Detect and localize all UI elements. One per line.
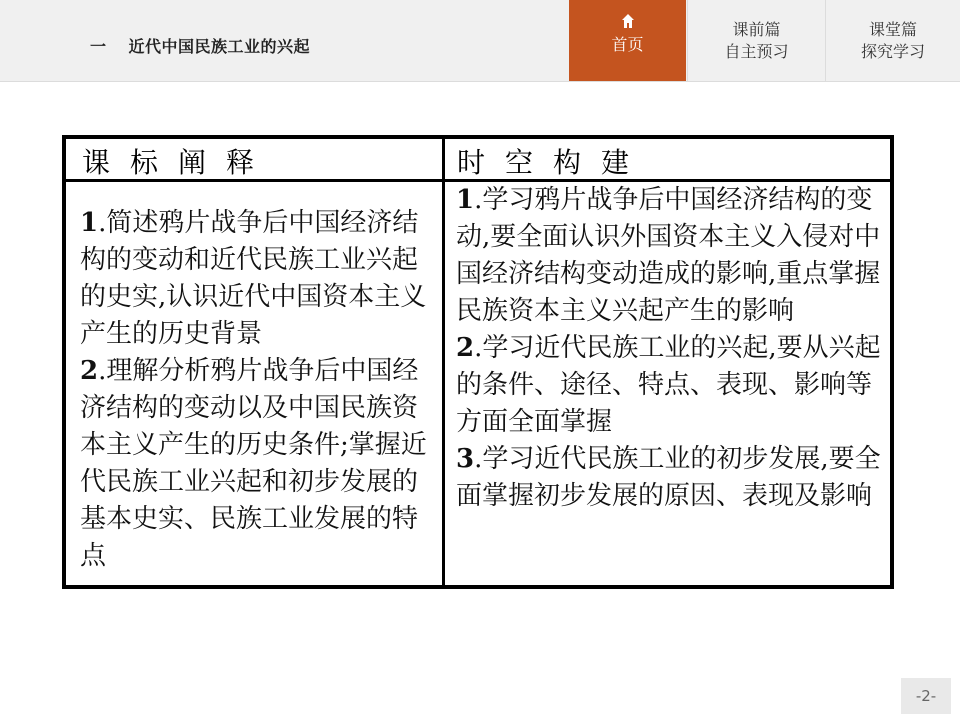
list-item (456, 441, 888, 515)
list-item (80, 353, 430, 575)
right-cell (456, 182, 888, 515)
section-title-text: 近代中国民族工业的兴起 (128, 37, 311, 56)
item-text: .简述鸦片战争后中国经济结构的变动和近代民族工业兴起的史实,认识近代中国资本主义产生的历史背景 (80, 208, 427, 349)
nav-home-label: 首页 (611, 35, 644, 54)
left-cell (80, 205, 430, 575)
item-number: 3 (456, 444, 475, 474)
section-title (90, 34, 310, 57)
nav-preclass-line2: 自主预习 (724, 42, 789, 61)
list-item (456, 330, 888, 441)
header-spacetime-construction: 时空构建 (457, 146, 650, 179)
item-text: .学习近代民族工业的初步发展,要全面掌握初步发展的原因、表现及影响 (456, 444, 881, 511)
item-number: 2 (456, 333, 475, 363)
page-number: -2- (901, 678, 951, 714)
item-text: .理解分析鸦片战争后中国经济结构的变动以及中国民族资本主义产生的历史条件;掌握近代民族工业兴起和初步发展的基本史实、民族工业发展的特点 (80, 356, 427, 571)
item-number: 1 (456, 185, 475, 215)
item-number: 1 (80, 208, 99, 238)
nav-inclass-line2: 探究学习 (860, 42, 925, 61)
home-icon (621, 12, 635, 30)
nav-home-button[interactable] (569, 0, 686, 81)
nav-inclass-line1: 课堂篇 (868, 20, 917, 39)
table-divider (442, 139, 445, 585)
content-table (62, 135, 894, 589)
nav-preclass-line1: 课前篇 (732, 20, 781, 39)
item-number: 2 (80, 356, 99, 386)
item-text: .学习近代民族工业的兴起,要从兴起的条件、途径、特点、表现、影响等方面全面掌握 (456, 333, 881, 437)
section-number: 一 (90, 37, 107, 56)
list-item (456, 182, 888, 330)
item-text: .学习鸦片战争后中国经济结构的变动,要全面认识外国资本主义入侵对中国经济结构变动造成的影响,重点掌握民族资本主义兴起产生的影响 (456, 185, 881, 326)
list-item (80, 205, 430, 353)
nav-preclass-button[interactable] (687, 0, 825, 81)
header-curriculum-interpretation: 课标阐释 (82, 146, 275, 179)
top-bar (0, 0, 960, 82)
nav-inclass-button[interactable] (825, 0, 960, 81)
